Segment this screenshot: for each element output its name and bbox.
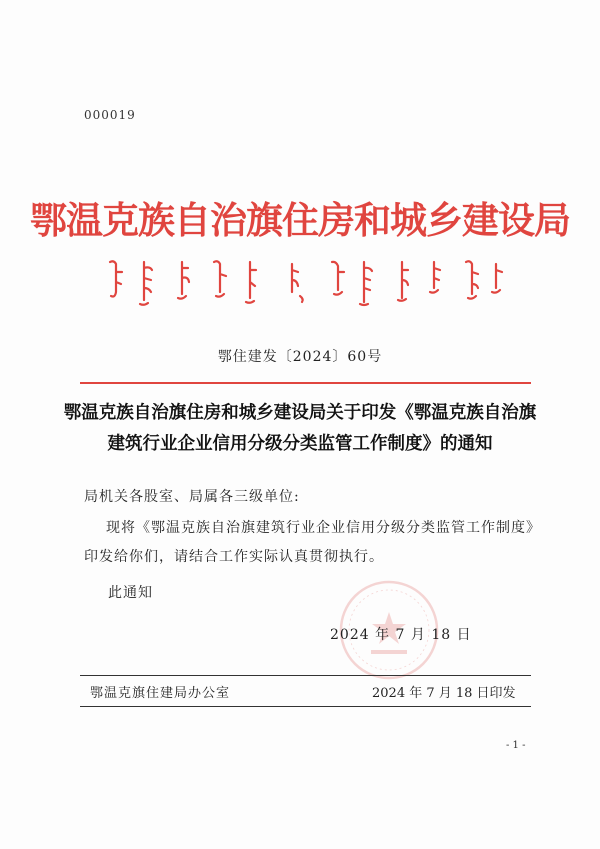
issuing-office: 鄂温克旗住建局办公室 <box>90 686 231 701</box>
mongolian-script-title <box>104 258 504 308</box>
serial-number: 000019 <box>84 108 136 122</box>
heading-line-2: 建筑行业企业信用分级分类监管工作制度》的通知 <box>107 434 493 454</box>
signature-date: 2024 年 7 月 18 日 <box>330 627 472 643</box>
document-number: 鄂住建发〔2024〕60号 <box>217 349 383 365</box>
recipient-line: 局机关各股室、局属各三级单位: <box>84 489 300 505</box>
footer-bottom-rule <box>80 706 531 707</box>
closing-phrase: 此通知 <box>108 585 153 601</box>
red-divider-line <box>80 382 531 384</box>
heading-line-1: 鄂温克族自治旗住房和城乡建设局关于印发《鄂温克族自治旗 <box>63 403 537 423</box>
document-heading <box>60 398 540 460</box>
issuing-organization-title: 鄂温克族自治旗住房和城乡建设局 <box>30 199 570 242</box>
body-paragraph: 现将《鄂温克族自治旗建筑行业企业信用分级分类监管工作制度》印发给你们，请结合工作实际认真贯彻执行。 <box>84 520 541 565</box>
print-date: 2024 年 7 月 18 日印发 <box>372 686 516 701</box>
page-number: - 1 - <box>506 740 526 751</box>
footer-top-rule <box>80 675 531 676</box>
